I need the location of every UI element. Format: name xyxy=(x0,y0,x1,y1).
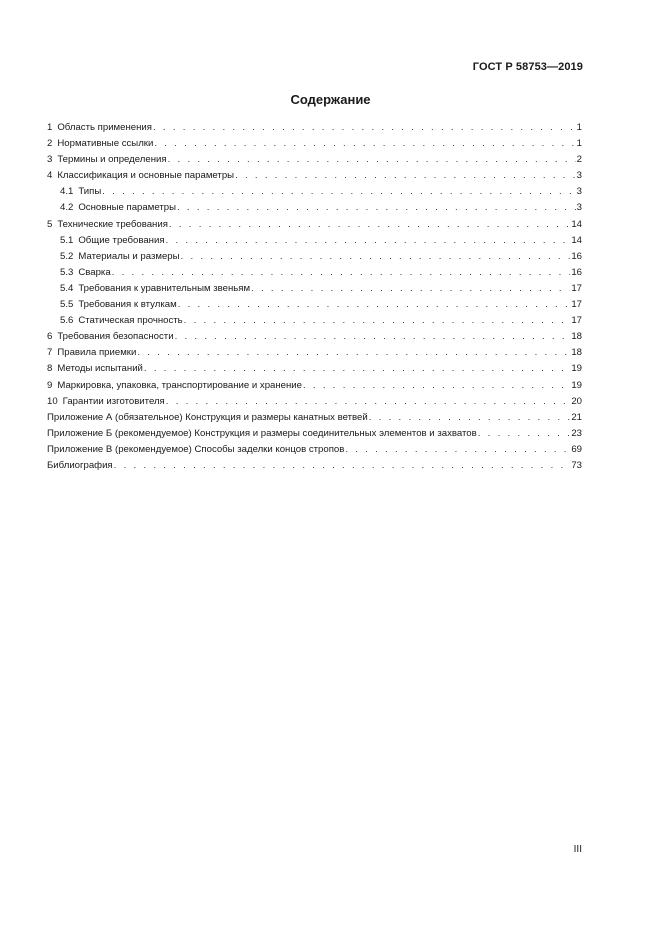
toc-leader-dots xyxy=(112,265,571,281)
toc-entry-title: Требования к уравнительным звеньям xyxy=(78,282,251,294)
toc-entry-page: 16 xyxy=(571,250,582,262)
toc-entry-page: 20 xyxy=(571,395,582,407)
toc-entry-number: 4 xyxy=(47,170,53,182)
toc-entry-title: Технические требования xyxy=(57,218,168,230)
toc-entry[interactable] xyxy=(47,136,582,152)
toc-entry[interactable] xyxy=(47,297,582,313)
toc-leader-dots xyxy=(114,458,571,474)
toc-entry-title: Маркировка, упаковка, транспортирование и хранение xyxy=(57,379,302,391)
toc-entry[interactable] xyxy=(47,184,582,200)
toc-entry-page: 17 xyxy=(571,282,582,294)
toc-leader-dots xyxy=(102,184,575,200)
toc-entry-page: 73 xyxy=(571,459,582,471)
toc-entry[interactable] xyxy=(47,394,582,410)
toc-leader-dots xyxy=(235,168,576,184)
toc-entry-page: 17 xyxy=(571,299,582,311)
toc-entry[interactable] xyxy=(47,233,582,249)
toc-entry-page: 23 xyxy=(571,427,582,439)
toc-entry-page: 69 xyxy=(571,443,582,455)
toc-entry-title: Приложение А (обязательное) Конструкция и размеры канатных ветвей xyxy=(47,411,368,423)
toc-entry[interactable] xyxy=(47,345,582,361)
toc-leader-dots xyxy=(178,297,571,313)
toc-entry[interactable] xyxy=(47,458,582,474)
toc-entry-label xyxy=(47,361,143,377)
toc-leader-dots xyxy=(251,281,570,297)
toc-entry-page: 18 xyxy=(571,347,582,359)
toc-entry-label xyxy=(60,297,177,313)
toc-entry-number: 7 xyxy=(47,347,53,359)
toc-entry-title: Приложение В (рекомендуемое) Способы заделки концов стропов xyxy=(47,443,345,455)
toc-leader-dots xyxy=(137,345,570,361)
toc-entry-title: Методы испытаний xyxy=(57,363,143,375)
toc-entry-label xyxy=(60,184,101,200)
toc-leader-dots xyxy=(303,378,570,394)
toc-entry-title: Правила приемки xyxy=(57,347,137,359)
toc-leader-dots xyxy=(175,329,571,345)
toc-entry[interactable] xyxy=(47,249,582,265)
toc-entry-title: Требования безопасности xyxy=(57,331,174,343)
toc-entry-title: Материалы и размеры xyxy=(78,250,180,262)
toc-entry-label xyxy=(47,394,165,410)
toc-entry[interactable] xyxy=(47,361,582,377)
toc-leader-dots xyxy=(168,152,576,168)
toc-entry-label xyxy=(60,233,165,249)
toc-entry-label xyxy=(60,281,250,297)
toc-leader-dots xyxy=(177,200,576,216)
toc-leader-dots xyxy=(154,136,575,152)
toc-entry-label xyxy=(47,120,152,136)
toc-entry-page: 19 xyxy=(571,379,582,391)
table-of-contents xyxy=(47,120,582,474)
toc-entry-label xyxy=(47,378,302,394)
toc-entry-title: Статическая прочность xyxy=(78,315,183,327)
toc-entry-title: Классификация и основные параметры xyxy=(57,170,235,182)
toc-entry-page: 16 xyxy=(571,266,582,278)
toc-entry-label xyxy=(60,313,183,329)
toc-entry[interactable] xyxy=(47,442,582,458)
toc-entry-page: 17 xyxy=(571,315,582,327)
toc-entry-page: 3 xyxy=(576,186,582,198)
toc-entry-title: Сварка xyxy=(78,266,111,278)
toc-entry-number: 5.3 xyxy=(60,266,74,278)
toc-entry-page: 1 xyxy=(576,122,582,133)
toc-entry-label xyxy=(47,152,167,168)
toc-entry-number: 4.1 xyxy=(60,186,74,198)
toc-leader-dots xyxy=(153,120,576,136)
toc-entry-title: Нормативные ссылки xyxy=(57,138,154,150)
toc-entry-page: 3 xyxy=(576,202,582,214)
toc-leader-dots xyxy=(478,426,571,442)
toc-entry-title: Основные параметры xyxy=(78,202,176,214)
toc-entry-page: 14 xyxy=(571,218,582,230)
page-number: III xyxy=(573,844,582,855)
toc-entry-title: Типы xyxy=(78,186,102,198)
toc-entry[interactable] xyxy=(47,217,582,233)
toc-entry-number: 5.5 xyxy=(60,299,74,311)
toc-entry-page: 14 xyxy=(571,234,582,246)
toc-entry-label xyxy=(60,249,180,265)
toc-leader-dots xyxy=(166,394,571,410)
toc-entry[interactable] xyxy=(47,265,582,281)
toc-entry[interactable] xyxy=(47,410,582,426)
toc-leader-dots xyxy=(169,217,570,233)
toc-leader-dots xyxy=(166,233,571,249)
toc-entry[interactable] xyxy=(47,200,582,216)
toc-entry-number: 6 xyxy=(47,331,53,343)
toc-leader-dots xyxy=(184,313,571,329)
toc-entry[interactable] xyxy=(47,329,582,345)
toc-entry-label xyxy=(60,200,176,216)
toc-entry-number: 3 xyxy=(47,154,53,166)
toc-leader-dots xyxy=(345,442,570,458)
toc-entry-label xyxy=(47,136,153,152)
toc-entry-title: Общие требования xyxy=(78,234,165,246)
toc-entry-number: 8 xyxy=(47,363,53,375)
toc-entry-label xyxy=(47,329,174,345)
toc-entry-number: 2 xyxy=(47,138,53,150)
toc-entry-page: 2 xyxy=(576,154,582,166)
toc-entry-page: 19 xyxy=(571,363,582,375)
toc-entry-title: Требования к втулкам xyxy=(78,299,177,311)
toc-leader-dots xyxy=(181,249,571,265)
toc-entry-title: Термины и определения xyxy=(57,154,167,166)
toc-entry-title: Область применения xyxy=(57,122,152,133)
toc-entry-title: Библиография xyxy=(47,459,113,471)
toc-entry-number: 4.2 xyxy=(60,202,74,214)
toc-entry-number: 1 xyxy=(47,122,53,133)
toc-entry-number: 10 xyxy=(47,395,58,407)
toc-entry-title: Гарантии изготовителя xyxy=(62,395,165,407)
toc-entry-label xyxy=(47,426,477,442)
toc-entry[interactable] xyxy=(47,281,582,297)
toc-entry[interactable] xyxy=(47,168,582,184)
toc-entry-page: 3 xyxy=(576,170,582,182)
toc-entry-label xyxy=(47,458,113,474)
toc-entry-label xyxy=(47,442,344,458)
standard-code: ГОСТ Р 58753—2019 xyxy=(472,61,583,73)
toc-entry-label xyxy=(60,265,111,281)
toc-entry-number: 5.6 xyxy=(60,315,74,327)
toc-entry[interactable] xyxy=(47,313,582,329)
toc-entry-number: 5.2 xyxy=(60,250,74,262)
toc-entry-label xyxy=(47,217,168,233)
toc-entry-label xyxy=(47,410,368,426)
toc-entry-label xyxy=(47,168,234,184)
toc-entry-page: 1 xyxy=(576,138,582,150)
toc-entry-page: 18 xyxy=(571,331,582,343)
toc-entry[interactable] xyxy=(47,426,582,442)
toc-entry[interactable] xyxy=(47,120,582,136)
toc-entry-number: 5.4 xyxy=(60,282,74,294)
toc-leader-dots xyxy=(369,410,571,426)
toc-entry[interactable] xyxy=(47,378,582,394)
toc-entry-number: 5.1 xyxy=(60,234,74,246)
toc-entry-number: 5 xyxy=(47,218,53,230)
toc-entry-page: 21 xyxy=(571,411,582,423)
toc-entry-number: 9 xyxy=(47,379,53,391)
toc-title: Содержание xyxy=(290,92,371,107)
toc-entry-label xyxy=(47,345,136,361)
toc-entry-title: Приложение Б (рекомендуемое) Конструкция и размеры соединительных элементов и захватов xyxy=(47,427,477,439)
toc-leader-dots xyxy=(144,361,570,377)
toc-entry[interactable] xyxy=(47,152,582,168)
